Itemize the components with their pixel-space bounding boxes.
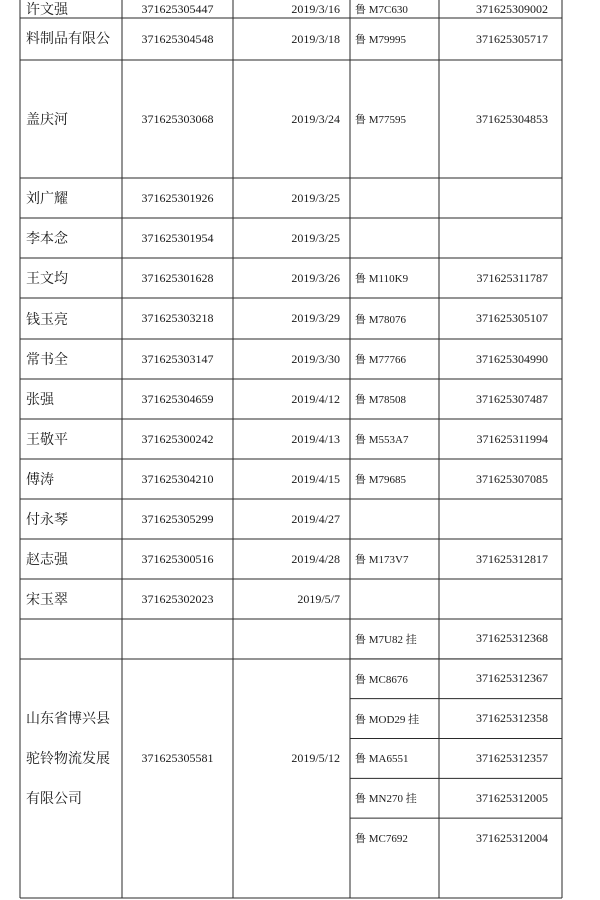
date-cell: 2019/5/12 <box>291 751 340 765</box>
plate-number-cell: 鲁 MA6551 <box>355 753 409 766</box>
id-number-cell: 371625303218 <box>141 311 214 325</box>
id-number-cell: 371625302023 <box>141 591 214 606</box>
registration-number-cell: 371625305107 <box>476 311 548 325</box>
id-number-cell: 371625303147 <box>141 351 214 366</box>
registration-number-cell: 371625307085 <box>476 471 548 486</box>
plate-number-cell: 鲁 M110K9 <box>355 273 409 285</box>
company-name-line: 山东省博兴县 <box>26 710 110 727</box>
plate-number-cell: 鲁 M79685 <box>355 474 407 486</box>
id-number-cell: 371625305447 <box>141 1 214 16</box>
registration-number-cell: 371625312817 <box>476 551 548 566</box>
registration-number-cell: 371625312367 <box>476 671 548 686</box>
registration-number-cell: 371625312004 <box>476 830 548 845</box>
plate-number-cell: 鲁 MC8676 <box>355 673 408 686</box>
name-cell: 钱玉亮 <box>26 311 68 328</box>
name-cell: 宋玉翠 <box>26 592 68 608</box>
registration-number-cell: 371625304990 <box>476 351 548 366</box>
plate-number-cell: 鲁 MOD29 挂 <box>355 713 420 726</box>
date-cell: 2019/4/12 <box>291 391 340 406</box>
company-name-cell <box>20 619 122 898</box>
date-cell: 2019/3/18 <box>291 31 340 46</box>
registration-number-cell: 371625311994 <box>476 431 548 446</box>
plate-number-cell: 鲁 M78508 <box>355 394 407 406</box>
plate-number-cell: 鲁 M77766 <box>355 354 407 366</box>
registration-number-cell: 371625312357 <box>476 750 548 765</box>
name-cell: 傅涛 <box>26 472 54 488</box>
date-cell: 2019/4/27 <box>291 511 340 526</box>
id-number-cell: 371625301628 <box>141 270 214 285</box>
plate-number-cell: 鲁 M79995 <box>355 34 407 46</box>
date-cell: 2019/3/25 <box>291 190 340 205</box>
company-name-line: 有限公司 <box>26 790 82 807</box>
date-cell: 2019/3/30 <box>291 351 340 366</box>
date-cell: 2019/3/25 <box>291 230 340 245</box>
plate-number-cell: 鲁 M7C630 <box>355 4 408 16</box>
id-number-cell: 371625304548 <box>141 31 214 46</box>
plate-number-cell: 鲁 M7U82 挂 <box>355 633 417 646</box>
date-cell: 2019/3/26 <box>291 270 340 285</box>
id-number-cell: 371625305299 <box>141 511 214 526</box>
company-name-line: 料制品有限公 <box>26 31 110 47</box>
plate-number-cell: 鲁 M553A7 <box>355 434 409 446</box>
plate-number-cell: 鲁 MN270 挂 <box>355 793 417 806</box>
plate-number-cell: 鲁 MC7692 <box>355 833 408 846</box>
name-cell: 盖庆河 <box>26 112 68 128</box>
registration-number-cell: 371625312368 <box>476 631 548 646</box>
plate-number-cell: 鲁 M173V7 <box>355 554 409 566</box>
plate-number-cell: 鲁 M78076 <box>355 313 407 326</box>
name-cell: 刘广耀 <box>26 191 68 207</box>
registration-number-cell: 371625312358 <box>476 711 548 726</box>
registration-number-cell: 371625307487 <box>476 391 548 406</box>
id-number-cell: 371625300516 <box>141 551 214 566</box>
date-cell: 2019/5/7 <box>297 591 340 606</box>
id-number-cell: 371625304659 <box>141 391 214 406</box>
name-cell: 王文均 <box>26 271 68 287</box>
date-cell: 2019/3/24 <box>291 111 340 126</box>
registration-number-cell: 371625304853 <box>476 111 548 126</box>
id-number-cell: 371625304210 <box>141 471 214 486</box>
registration-number-cell: 371625305717 <box>476 31 548 46</box>
registration-number-cell: 371625312005 <box>476 790 548 805</box>
company-name-cell <box>20 18 122 60</box>
name-cell: 付永琴 <box>26 512 68 528</box>
registration-number-cell: 371625311787 <box>476 270 548 285</box>
id-number-cell: 371625300242 <box>141 431 214 446</box>
registration-number-cell: 371625309002 <box>476 1 548 16</box>
plate-number-cell: 鲁 M77595 <box>355 114 407 126</box>
date-cell: 2019/3/16 <box>291 1 340 16</box>
id-number-cell: 371625303068 <box>141 111 214 126</box>
date-cell: 2019/4/28 <box>291 551 340 566</box>
name-cell: 赵志强 <box>26 552 68 568</box>
id-number-cell: 371625305581 <box>141 751 214 765</box>
name-cell: 许文强 <box>26 2 68 18</box>
id-number-cell: 371625301926 <box>141 190 214 205</box>
id-number-cell: 371625301954 <box>141 230 214 245</box>
date-cell: 2019/4/13 <box>291 431 340 446</box>
name-cell: 李本念 <box>26 231 68 247</box>
name-cell: 王敬平 <box>26 432 68 448</box>
name-cell: 常书全 <box>26 352 68 368</box>
company-name-line: 驼铃物流发展 <box>26 750 110 767</box>
date-cell: 2019/4/15 <box>291 471 340 486</box>
date-cell: 2019/3/29 <box>291 311 340 325</box>
name-cell: 张强 <box>26 392 54 408</box>
